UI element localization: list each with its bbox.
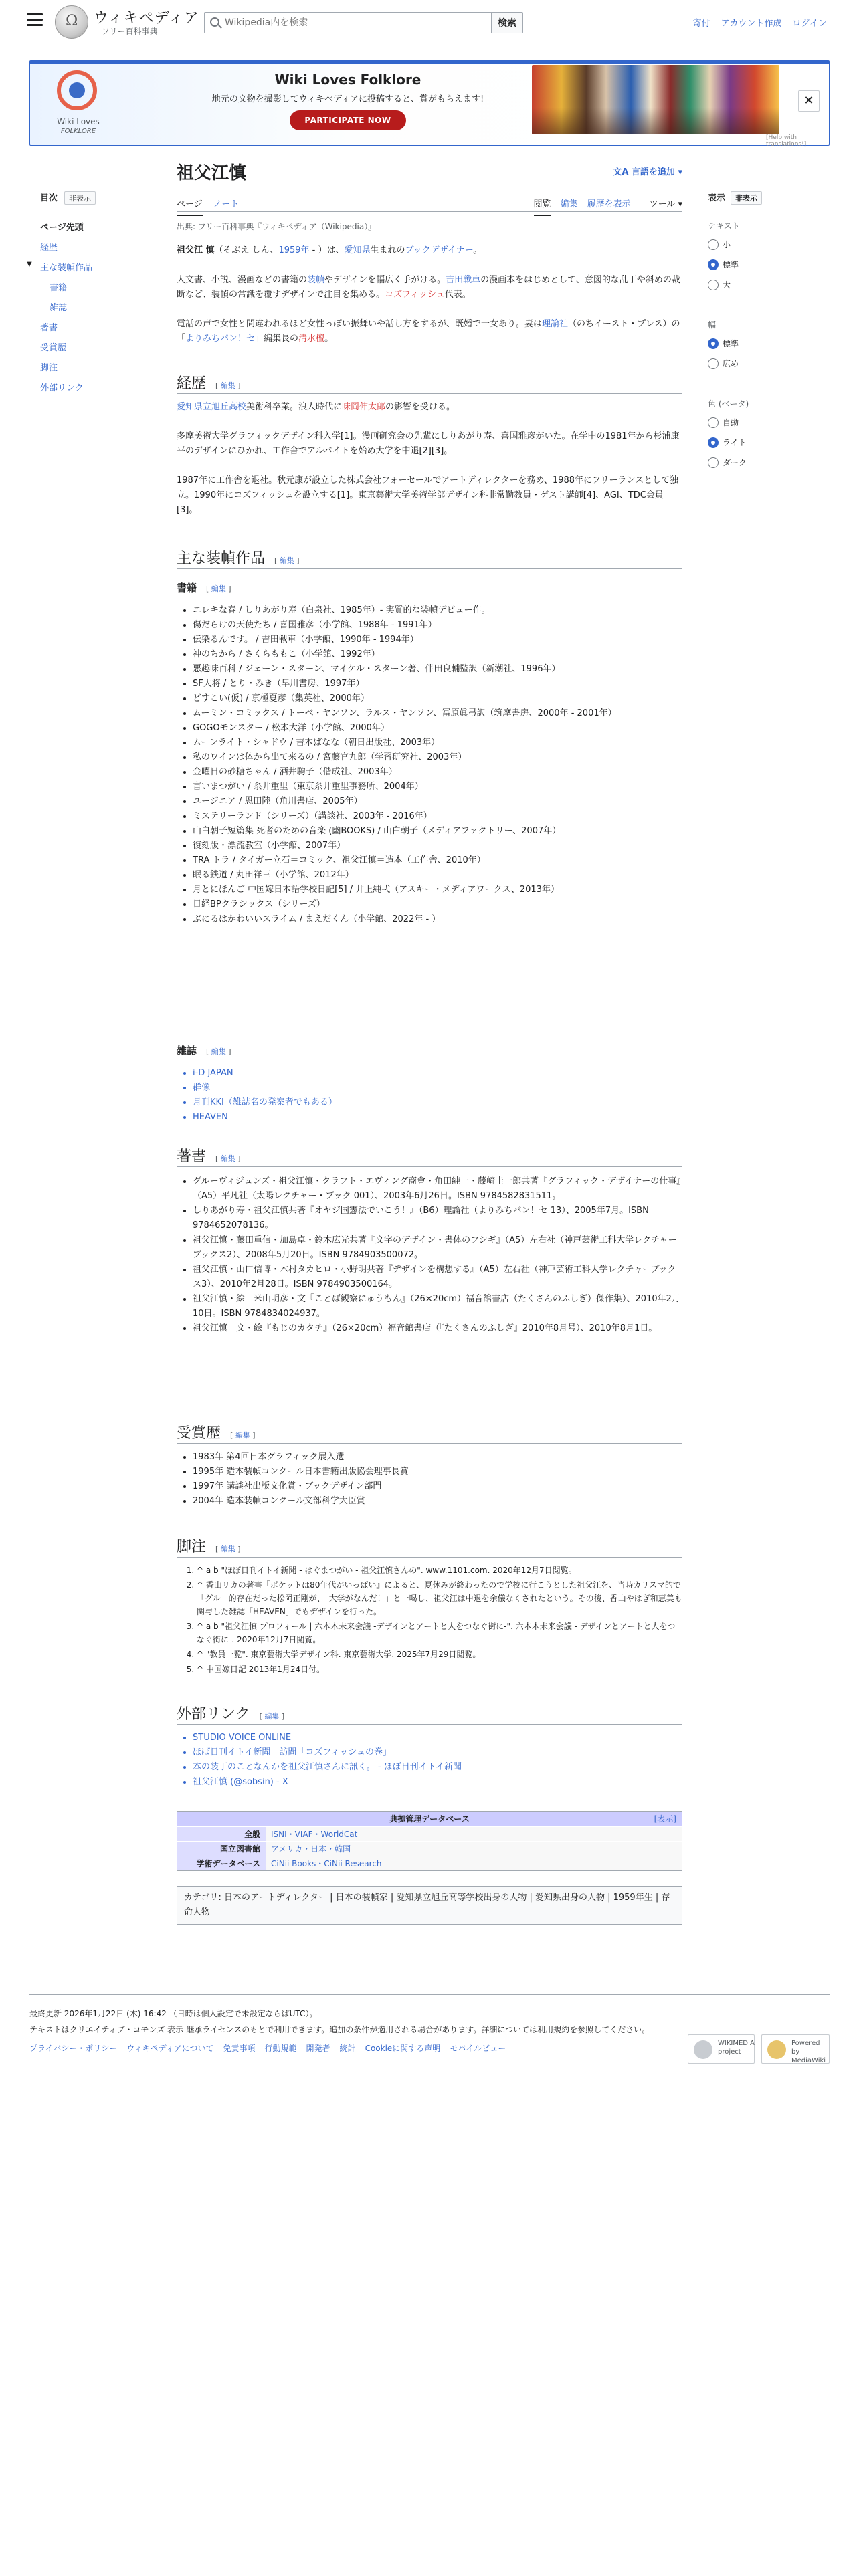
subsection-heading-books: 書籍 [ 編集 ] — [177, 582, 231, 594]
site-header — [0, 0, 859, 45]
width-standard[interactable]: 標準 — [708, 338, 739, 349]
reference-item: 5. ^ 中国嫁日記 2013年1月24日付。 — [197, 1662, 682, 1676]
add-language-button[interactable]: 文A 言語を追加 ▾ — [613, 167, 682, 177]
book-list-item: • エレキな春 / しりあがり寿（白泉社、1985年）- 実質的な装幀デビュー作。 — [193, 603, 682, 618]
book-list-item: • ムーミン・コミックス / トーベ・ヤンソン、ラルス・ヤンソン、冨原眞弓訳（筑摩書房、2000年 - 2001年） — [193, 706, 682, 721]
color-auto[interactable]: 自動 — [708, 417, 739, 428]
book-list-item: • SF大将 / とり・みき（早川書房、1997年） — [193, 677, 682, 691]
color-dark[interactable]: ダーク — [708, 457, 747, 468]
authored-list-item: • 祖父江慎・絵 米山明彦・文『ことば観察にゅうもん』（26×20cm）福音館書店（たくさんのふしぎ）傑作集）、2010年2月10日。ISBN 9784834024937。 — [193, 1292, 682, 1321]
search-box — [204, 12, 493, 33]
external-link-item[interactable]: • ほぼ日刊イトイ新聞 訪問「コズフィッシュの巻」 — [193, 1745, 682, 1760]
chevron-down-icon[interactable]: ▼ — [27, 261, 32, 268]
toc-item-top[interactable]: ページ先頭 — [40, 223, 84, 233]
tab-talk[interactable]: ノート — [213, 199, 240, 209]
authored-list-item: • しりあがり寿・祖父江慎共著『オヤジ国憲法でいこう！』（B6）理論社（よりみちパン！セ 13）、2005年7月。ISBN 9784652078136。 — [193, 1204, 682, 1233]
toc-hide-button[interactable]: 非表示 — [64, 191, 96, 205]
tab-history[interactable]: 履歴を表示 — [587, 199, 631, 209]
tab-tools[interactable]: ツール ▾ — [649, 199, 682, 209]
reference-item: 3. ^ a b "祖父江慎 プロフィール | 六本木未来会議 -デザインとアートと人をつなぐ街に-". 六本木未来会議 - デザインとアートと人をつなぐ街に-. 2020年12月7日閲覧。 — [197, 1620, 682, 1646]
authored-list-item: • 祖父江慎・山口信博・木村タカヒロ・小野明共著『デザインを構想する』（A5）左右社（神戸芸術工科大学レクチャーブックス3）、2010年2月28日。ISBN 9784903500164。 — [193, 1263, 682, 1292]
toc-item-links[interactable]: 外部リンク — [40, 383, 84, 393]
search-icon — [210, 17, 219, 27]
color-label: 色 (ベータ) — [708, 398, 828, 411]
appearance-header: 表示 非表示 — [708, 191, 828, 205]
source-note: 出典: フリー百科事典『ウィキペディア（Wikipedia）』 — [177, 222, 377, 231]
book-list-item: • ぶにるはかわいいスライム / まえだくん（小学館、2022年 - ） — [193, 912, 682, 927]
text-size-standard[interactable]: 標準 — [708, 259, 739, 270]
footer-link[interactable]: プライバシー・ポリシー — [29, 2044, 118, 2053]
donate-link[interactable]: 寄付 — [692, 19, 710, 29]
book-list-item: • 日経BPクラシックス（シリーズ） — [193, 897, 682, 912]
external-link-item[interactable]: • 本の装丁のことなんかを祖父江慎さんに訊く。 - ほぼ日刊イトイ新聞 — [193, 1760, 682, 1775]
intro-paragraph-1: 祖父江 慎（そぶえ しん、1959年 - ）は、愛知県生まれのブックデザイナー。 — [177, 245, 482, 255]
book-list-item: • 眠る鉄道 / 丸田祥三（小学館、2012年） — [193, 868, 682, 883]
mediawiki-badge[interactable]: Powered by MediaWiki — [761, 2034, 830, 2064]
book-list-item: • どすこい(仮) / 京極夏彦（集英社、2000年） — [193, 691, 682, 706]
wiki-loves-folklore-logo: Wiki Loves FOLKLORE — [45, 68, 109, 140]
career-paragraph-1: 愛知県立旭丘高校美術科卒業。浪人時代に味岡伸太郎の影響を受ける。 — [177, 402, 456, 412]
appearance-hide-button[interactable]: 非表示 — [731, 191, 762, 205]
mediawiki-icon — [767, 2040, 786, 2059]
authority-control-box: 典拠管理データベース [表示] 全般 ISNI・VIAF・WorldCat 国立図書館 アメリカ・日本・韓国 学術データベース CiNii Books・CiNii Research — [177, 1811, 682, 1871]
external-links-list — [193, 1731, 682, 1790]
translation-help-link[interactable]: [Help with translations!] — [766, 134, 807, 148]
last-modified: 最終更新 2026年1月22日 (木) 16:42 （日時は個人設定で未設定ならばUTC）。 — [29, 2009, 318, 2018]
award-list-item: • 2004年 造本装幀コンクール文部科学大臣賞 — [193, 1494, 682, 1509]
authored-list-item: • 祖父江慎 文・絵『もじのカタチ』（26×20cm）福音館書店（『たくさんのふしぎ』2010年8月号）、2010年8月1日。 — [193, 1321, 682, 1336]
toc-item-notes[interactable]: 脚注 — [40, 363, 58, 373]
banner-title: Wiki Loves Folklore — [274, 72, 421, 88]
wikipedia-logo[interactable] — [55, 5, 88, 39]
section-heading-notes: 脚注 [ 編集 ] — [177, 1539, 241, 1555]
footer-links — [29, 2042, 515, 2054]
authority-header: 典拠管理データベース [表示] — [177, 1812, 682, 1826]
namespace-tabs — [177, 197, 250, 209]
create-account-link[interactable]: アカウント作成 — [721, 19, 782, 29]
main-menu-icon[interactable] — [27, 13, 43, 27]
reference-item: 1. ^ a b "ほぼ日刊イトイ新聞 - はぐまつがい - 祖父江慎さんの". www.1101.com. 2020年12月7日閲覧。 — [197, 1564, 682, 1577]
wikimedia-icon — [694, 2040, 712, 2059]
tab-read[interactable]: 閲覧 — [534, 199, 551, 216]
book-list-item: • 伝染るんです。 / 吉田戦車（小学館、1990年 - 1994年） — [193, 633, 682, 647]
authority-show-toggle[interactable]: [表示] — [654, 1814, 676, 1824]
tab-edit[interactable]: 編集 — [560, 199, 578, 209]
book-list-item: • TRA トラ / タイガー立石＝コミック、祖父江慎＝造本（工作舎、2010年） — [193, 853, 682, 868]
toc-header: 目次 非表示 — [40, 191, 167, 205]
width-wide[interactable]: 広め — [708, 358, 739, 369]
book-list-item: • 月とにほんご 中国嫁日本語学校日記[5] / 井上純弌（アスキー・メディアワークス、2013年） — [193, 883, 682, 897]
section-heading-awards: 受賞歴 [ 編集 ] — [177, 1425, 256, 1442]
reference-item: 4. ^ "教員一覧". 東京藝術大学デザイン科. 東京藝術大学. 2025年7月29日閲覧。 — [197, 1648, 682, 1661]
user-links — [684, 16, 827, 29]
magazine-list-item[interactable]: • HEAVEN — [193, 1110, 682, 1125]
magazines-list — [193, 1066, 682, 1125]
book-list-item: • 悪趣味百科 / ジェーン・スターン、マイケル・スターン著、伴田良輔監訳（新潮社、1996年） — [193, 662, 682, 677]
awards-list — [193, 1450, 682, 1509]
text-size-large[interactable]: 大 — [708, 279, 731, 290]
book-list-item: • 神のちから / さくらももこ（小学館、1992年） — [193, 647, 682, 662]
external-link-item[interactable]: • STUDIO VOICE ONLINE — [193, 1731, 682, 1745]
authored-list — [193, 1174, 682, 1336]
footer-link[interactable]: 統計 — [339, 2044, 356, 2053]
magazine-list-item[interactable]: • 月刊KKI（雑誌名の発案者でもある） — [193, 1095, 682, 1110]
book-list-item: • ミステリーランド（シリーズ）（講談社、2003年 - 2016年） — [193, 809, 682, 824]
appearance-panel — [708, 191, 828, 467]
banner-photo — [532, 65, 779, 134]
page-title: 祖父江慎 — [177, 163, 247, 183]
edit-section-link[interactable]: 編集 — [220, 381, 235, 390]
participate-button[interactable]: PARTICIPATE NOW — [290, 110, 406, 130]
toc-item-awards[interactable]: 受賞歴 — [40, 343, 67, 353]
external-link-item[interactable]: • 祖父江慎 (@sobsin) - X — [193, 1775, 682, 1790]
award-list-item: • 1995年 造本装幀コンクール日本書籍出版協会理事長賞 — [193, 1465, 682, 1479]
book-list-item: • 山白朝子短篇集 死者のための音楽 (幽BOOKS) / 山白朝子（メディアファクトリー、2007年） — [193, 824, 682, 839]
footer-link[interactable]: モバイルビュー — [450, 2044, 506, 2053]
close-icon[interactable]: ✕ — [798, 90, 820, 112]
career-paragraph-2: 多摩美術大学グラフィックデザイン科入学[1]。漫画研究会の先輩にしりあがり寿、喜国雅彦がいた。在学中の1981年から杉浦康平のデザインにひかれ、工作舎でアルバイトを始め大学を中退[2][3]。 — [177, 431, 680, 456]
license-text: テキストはクリエイティブ・コモンズ 表示-継承ライセンスのもとで利用できます。追加の条件が適用される場合があります。詳細については利用規約を参照してください。 — [29, 2025, 650, 2034]
career-paragraph-3: 1987年に工作舎を退社。秋元康が設立した株式会社フォーセールでアートディレクターを務め、1988年にフリーランスとして独立。1990年にコズフィッシュを設立する[1]。東京藝術大学美術学部デザイン科非常勤教員・ゲスト講師[4]、AGI、TDC会員[3]。 — [177, 475, 679, 515]
search-button[interactable]: 検索 — [491, 12, 523, 33]
text-size-label: テキスト — [708, 220, 828, 233]
search-input[interactable] — [225, 13, 492, 33]
text-size-small[interactable]: 小 — [708, 239, 731, 250]
book-list-item: • 私のワインは体から出て来るの / 宮藤官九郎（学習研究社、2003年） — [193, 750, 682, 765]
category-links[interactable]: カテゴリ: 日本のアートディレクター | 日本の装幀家 | 愛知県立旭丘高等学校出身の人物 | 愛知県出身の人物 | 1959年生 | 存命人物 — [177, 1886, 682, 1925]
toc-item-books[interactable]: 書籍 — [50, 283, 68, 293]
book-list-item: • ユージニア / 恩田陸（角川書店、2005年） — [193, 794, 682, 809]
book-list-item: • 金曜日の砂糖ちゃん / 酒井駒子（偕成社、2003年） — [193, 765, 682, 780]
authored-list-item: • 祖父江慎・藤田重信・加島卓・鈴木広光共著『文字のデザイン・書体のフシギ』（A5）左右社（神戸芸術工科大学レクチャーブックス2）、2008年5月20日。ISBN 9784903500072。 — [193, 1233, 682, 1263]
banner-subtitle: 地元の文物を撮影してウィキペディアに投稿すると、賞がもらえます! — [211, 94, 484, 104]
footer-link[interactable]: 行動規範 — [264, 2044, 297, 2053]
section-heading-authored: 著書 [ 編集 ] — [177, 1148, 241, 1165]
wikimedia-badge[interactable]: WIKIMEDIA project — [688, 2034, 755, 2064]
view-tabs — [524, 197, 682, 209]
magazine-list-item[interactable]: • i-D JAPAN — [193, 1066, 682, 1081]
width-label: 幅 — [708, 319, 828, 332]
login-link[interactable]: ログイン — [792, 19, 827, 29]
references-list — [197, 1564, 682, 1677]
table-of-contents — [27, 191, 167, 393]
authored-list-item: • グルーヴィジュンズ・祖父江慎・クラフト・エヴィング商會・角田純一・藤崎圭一郎共著『グラフィック・デザイナーの仕事』（A5）平凡社（太陽レクチャー・ブック 001）、2003年6月26日。ISBN 9784582831511。 — [193, 1174, 682, 1204]
intro-paragraph-3: 電話の声で女性と間違われるほど女性っぽい振舞いや話し方をするが、既婚で一女あり。妻は理論社（のちイースト・プレス）の「よりみちパン！セ」編集長の清水檀。 — [177, 319, 680, 344]
subsection-heading-magazines: 雑誌 [ 編集 ] — [177, 1045, 231, 1057]
tab-page[interactable]: ページ — [177, 199, 203, 216]
magazine-list-item[interactable]: • 群像 — [193, 1081, 682, 1095]
color-light[interactable]: ライト — [708, 437, 747, 448]
section-heading-works: 主な装幀作品 [ 編集 ] — [177, 550, 300, 567]
campaign-banner — [29, 60, 830, 146]
book-list-item: • 復刻版・漂流教室（小学館、2007年） — [193, 839, 682, 853]
tagline: フリー百科事典 — [102, 27, 158, 36]
footer-link[interactable]: 開発者 — [306, 2044, 330, 2053]
language-icon: 文A — [613, 167, 632, 177]
wordmark[interactable]: ウィキペディア — [94, 10, 199, 27]
book-list-item: • ムーンライト・シャドウ / 吉本ばなな（朝日出版社、2003年） — [193, 736, 682, 750]
intro-paragraph-2: 人文書、小説、漫画などの書籍の装幀やデザインを幅広く手がける。吉田戦車の漫画本をはじめとして、意図的な乱丁や斜めの裁断など、装幀の常識を覆すデザインで注目を集める。コズフィッシュ代表。 — [177, 275, 680, 300]
footer-link[interactable]: Cookieに関する声明 — [365, 2044, 441, 2053]
footer-link[interactable]: ウィキペディアについて — [126, 2044, 214, 2053]
book-list-item: • 言いまつがい / 糸井重里（東京糸井重里事務所、2004年） — [193, 780, 682, 794]
reference-item: 2. ^ 香山リカの著書『ポケットは80年代がいっぱい』によると、夏休みが終わったので学校に行こうとした祖父江を、当時カリスマ的で「グル」的存在だった松岡正剛が、「大学がなんだ！」と一喝し、祖父江は中退を余儀なくされたという。その後、香山やはぎ和恵美も関与した雑誌「HEAVEN」でもデザインを行った。 — [197, 1578, 682, 1618]
award-list-item: • 1983年 第4回日本グラフィック展入選 — [193, 1450, 682, 1465]
award-list-item: • 1997年 講談社出版文化賞・ブックデザイン部門 — [193, 1479, 682, 1494]
toc-item-authored[interactable]: 著書 — [40, 323, 58, 333]
books-list — [193, 603, 682, 927]
book-list-item: • GOGOモンスター / 松本大洋（小学館、2000年） — [193, 721, 682, 736]
book-list-item: • 傷だらけの天使たち / 喜国雅彦（小学館、1988年 - 1991年） — [193, 618, 682, 633]
toc-item-works[interactable]: ▼ 主な装幀作品 — [27, 261, 93, 273]
toc-item-magazines[interactable]: 雑誌 — [50, 303, 68, 313]
footer-link[interactable]: 免責事項 — [223, 2044, 256, 2053]
toc-item-career[interactable]: 経歴 — [40, 243, 58, 253]
section-heading-career: 経歴 [ 編集 ] — [177, 375, 241, 392]
section-heading-external-links: 外部リンク [ 編集 ] — [177, 1706, 285, 1723]
